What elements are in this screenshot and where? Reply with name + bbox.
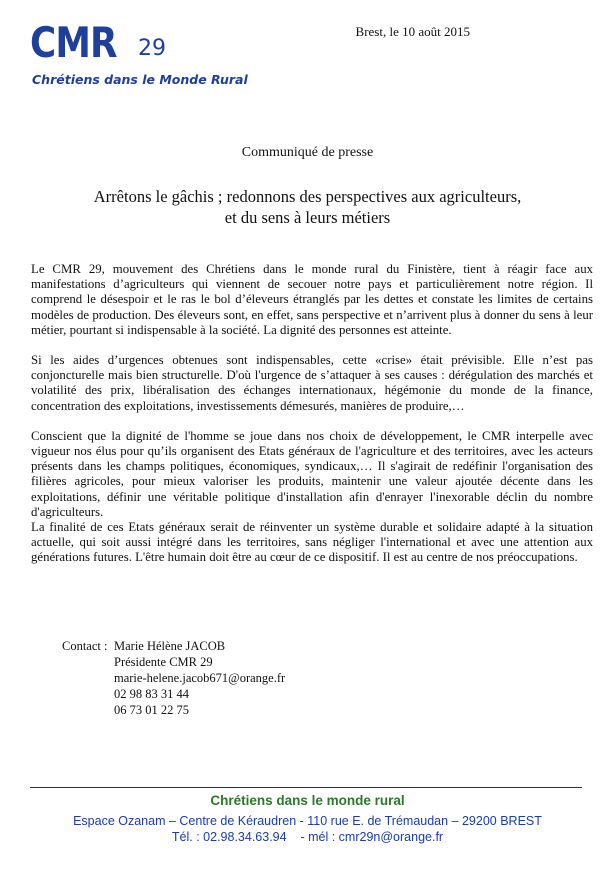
logo-acronym: CMR [30,18,117,67]
logo-number: 29 [138,36,166,61]
footer-organization: Chrétiens dans le monde rural [210,793,405,808]
press-release-title [0,186,615,228]
contact-name: Marie Hélène JACOB [114,639,226,653]
contact-phone-2: 06 73 01 22 75 [114,703,189,717]
cmr-logo [30,18,250,98]
contact-phone-1: 02 98 83 31 44 [114,687,189,701]
document-date: Brest, le 10 août 2015 [355,24,470,39]
footer-phone-email: Tél. : 02.98.34.63.94 - mél : cmr29n@orange.fr [171,830,444,844]
paragraph-3: Conscient que la dignité de l'homme se joue dans nos choix de développement, le CMR interpelle avec vigueur nos élus pour qu’ils organisent des Etats généraux de l'agriculture et des territoires, avec les acteurs présents dans les champs politiques, économiques, syndicaux,… Il s'agirait de redéfinir l'organisation des filières agricoles, pour mieux valoriser les produits, maintenir une valeur ajoutée décente dans les exploitations, définir une véritable politique d'installation afin d'enrayer l'inexorable déclin du nombre d'agriculteurs. [31,428,593,519]
contact-block [62,638,285,718]
document-body [31,262,593,566]
paragraph-2: Si les aides d’urgences obtenues sont indispensables, cette «crise» était prévisible. Elle n’est pas conjoncturelle mais bien structurelle. D'où l'urgence de s’attaquer à ses causes : dérégulation des marchés et volatilité des prix, libéralisation des échanges internationaux, hégémonie du monde de la finance, concentration des exploitations, investissements démesurés, manières de produire,… [31,353,593,413]
title-line-1: Arrêtons le gâchis ; redonnons des perspectives aux agriculteurs, [93,187,522,206]
paragraph-1: Le CMR 29, mouvement des Chrétiens dans le monde rural du Finistère, tient à réagir face aux manifestations d’agriculteurs qui viennent de secouer notre pays et particulièrement notre région. Il comprend le désespoir et le ras le bol d’éleveurs étranglés par les dettes et constate les limites de certains modèles de production. Des éleveurs sont, en effet, sans perspective et n’arrivent plus à donner du sens à leur métier, pourtant si indispensable à la société. La dignité des personnes est atteinte. [31,262,593,337]
logo-tagline: Chrétiens dans le Monde Rural [32,72,248,87]
document-heading: Communiqué de presse [241,145,374,160]
contact-label: Contact : [62,639,108,653]
contact-role: Présidente CMR 29 [114,655,213,669]
title-line-2: et du sens à leurs métiers [224,208,391,227]
paragraph-4: La finalité de ces Etats généraux serait de réinventer un système durable et solidaire adapté à la situation actuelle, qui soit aussi intégré dans les territoires, sans négliger l'international et avec une attention aux générations futures. L'être humain doit être au cœur de ce dispositif. Il est au centre de nos préoccupations. [31,520,593,565]
footer-divider [30,787,582,788]
footer-address: Espace Ozanam – Centre de Kéraudren - 110 rue E. de Trémaudan – 29200 BREST [73,814,542,828]
contact-email[interactable]: marie-helene.jacob671@orange.fr [114,671,286,685]
